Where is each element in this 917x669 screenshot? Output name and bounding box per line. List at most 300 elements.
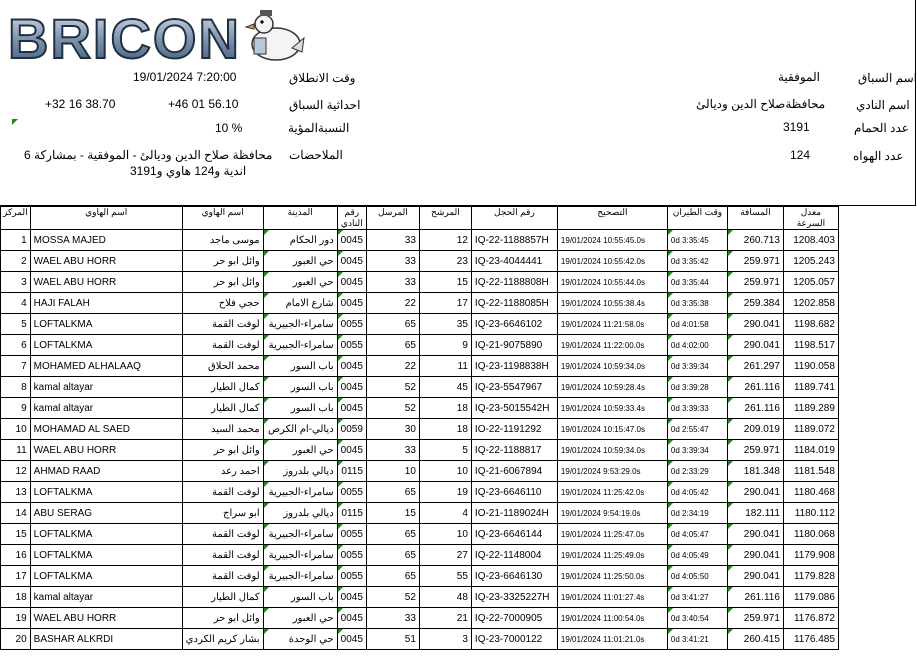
- flight-time-cell: 0d 3:39:33: [667, 398, 727, 419]
- race-name-value: الموفقية: [778, 70, 820, 84]
- cell-note-marker: [728, 440, 733, 445]
- fancier-ar-cell: لوفت القمة: [182, 524, 263, 545]
- cell-note-marker: [338, 566, 343, 571]
- nominated-cell: 3: [419, 629, 471, 650]
- fancier-ar-cell: لوفت القمة: [182, 545, 263, 566]
- nominated-cell: 48: [419, 587, 471, 608]
- rank-cell: 6: [1, 335, 31, 356]
- city-cell: سامراء-الجبيرية: [263, 482, 337, 503]
- nominated-cell: 21: [419, 608, 471, 629]
- fancier-en-cell: WAEL ABU HORR: [30, 251, 182, 272]
- distance-cell: 260.713: [727, 230, 783, 251]
- clock-time-cell: 19/01/2024 10:55:38.4s: [557, 293, 667, 314]
- city-cell: حي العبور: [263, 272, 337, 293]
- speed-cell: 1184.019: [783, 440, 838, 461]
- cell-note-marker: [264, 272, 269, 277]
- sent-cell: 65: [366, 314, 419, 335]
- cell-note-marker: [668, 440, 673, 445]
- ring-no-cell: IQ-23-5015542H: [471, 398, 557, 419]
- cell-note-marker: [264, 524, 269, 529]
- cell-note-marker: [338, 377, 343, 382]
- sent-cell: 33: [366, 440, 419, 461]
- city-cell: ديالي بلدروز: [263, 461, 337, 482]
- clock-time-cell: 19/01/2024 11:25:49.0s: [557, 545, 667, 566]
- speed-cell: 1198.682: [783, 314, 838, 335]
- ring-no-cell: IQ-23-5547967: [471, 377, 557, 398]
- cell-note-marker: [728, 356, 733, 361]
- cell-note-marker: [668, 272, 673, 277]
- table-row: [1, 629, 839, 650]
- city-cell: سامراء-الجبيرية: [263, 545, 337, 566]
- fancier-ar-cell: وائل ابو حر: [182, 440, 263, 461]
- fancier-ar-cell: بشار كريم الكردي: [182, 629, 263, 650]
- flight-time-cell: 0d 4:02:00: [667, 335, 727, 356]
- cell-note-marker: [264, 566, 269, 571]
- rank-cell: 19: [1, 608, 31, 629]
- table-row: [1, 524, 839, 545]
- club-no-cell: 0045: [337, 377, 366, 398]
- cell-note-marker: [668, 251, 673, 256]
- cell-note-marker: [668, 587, 673, 592]
- table-body: [1, 230, 839, 650]
- cell-note-marker: [338, 293, 343, 298]
- cell-note-marker: [668, 629, 673, 634]
- distance-cell: 261.116: [727, 377, 783, 398]
- cell-note-marker: [728, 272, 733, 277]
- ring-no-cell: IQ-22-1188808H: [471, 272, 557, 293]
- col-club-no-header: رقم النادي: [337, 207, 366, 230]
- fancier-ar-cell: ابو سراج: [182, 503, 263, 524]
- speed-cell: 1189.741: [783, 377, 838, 398]
- cell-note-marker: [668, 314, 673, 319]
- flight-time-cell: 0d 3:39:34: [667, 440, 727, 461]
- ring-no-cell: IQ-22-1188857H: [471, 230, 557, 251]
- cell-note-marker: [668, 608, 673, 613]
- fancier-en-cell: LOFTALKMA: [30, 335, 182, 356]
- cell-note-marker: [668, 230, 673, 235]
- club-no-cell: 0045: [337, 398, 366, 419]
- table-row: [1, 314, 839, 335]
- start-time-value: 19/01/2024 7:20:00: [133, 70, 237, 84]
- flight-time-cell: 0d 2:55:47: [667, 419, 727, 440]
- city-cell: ديالي-ام الكرص: [263, 419, 337, 440]
- speed-cell: 1189.072: [783, 419, 838, 440]
- rank-cell: 3: [1, 272, 31, 293]
- cell-note-marker: [338, 545, 343, 550]
- table-row: [1, 377, 839, 398]
- flight-time-cell: 0d 2:34:19: [667, 503, 727, 524]
- fancier-en-cell: WAEL ABU HORR: [30, 272, 182, 293]
- notes-line-1: محافظة صلاح الدين وديالئ - الموفقية - بمشاركة 6: [24, 148, 273, 162]
- distance-cell: 290.041: [727, 482, 783, 503]
- ring-no-cell: IQ-23-4044441: [471, 251, 557, 272]
- rank-cell: 15: [1, 524, 31, 545]
- rank-cell: 5: [1, 314, 31, 335]
- cell-note-marker: [668, 482, 673, 487]
- col-ring-no-header: رقم الحجل: [471, 207, 557, 230]
- city-cell: باب السور: [263, 356, 337, 377]
- cell-note-marker: [338, 440, 343, 445]
- clock-time-cell: 19/01/2024 10:55:45.0s: [557, 230, 667, 251]
- col-flight-time-header: وقت الطيران: [667, 207, 727, 230]
- speed-cell: 1202.858: [783, 293, 838, 314]
- cell-note-marker: [728, 335, 733, 340]
- clock-time-cell: 19/01/2024 11:01:27.4s: [557, 587, 667, 608]
- fancier-en-cell: HAJI FALAH: [30, 293, 182, 314]
- distance-cell: 209.019: [727, 419, 783, 440]
- distance-cell: 290.041: [727, 335, 783, 356]
- table-row: [1, 251, 839, 272]
- cell-note-marker: [728, 230, 733, 235]
- table-row: [1, 398, 839, 419]
- sent-cell: 52: [366, 398, 419, 419]
- ring-no-cell: IQ-22-1188085H: [471, 293, 557, 314]
- rank-cell: 7: [1, 356, 31, 377]
- cell-note-marker: [264, 398, 269, 403]
- nominated-cell: 27: [419, 545, 471, 566]
- ring-no-cell: IO-22-1191292: [471, 419, 557, 440]
- sent-cell: 65: [366, 482, 419, 503]
- ring-no-cell: IQ-23-7000122: [471, 629, 557, 650]
- ring-no-cell: IQ-23-3325227H: [471, 587, 557, 608]
- clock-time-cell: 19/01/2024 11:01:21.0s: [557, 629, 667, 650]
- clock-time-cell: 19/01/2024 11:21:58.0s: [557, 314, 667, 335]
- sent-cell: 65: [366, 335, 419, 356]
- table-row: [1, 587, 839, 608]
- distance-cell: 261.116: [727, 398, 783, 419]
- club-no-cell: 0045: [337, 293, 366, 314]
- speed-cell: 1176.872: [783, 608, 838, 629]
- table-row: [1, 230, 839, 251]
- cell-note-marker: [264, 587, 269, 592]
- table-row: [1, 419, 839, 440]
- table-row: [1, 482, 839, 503]
- fancier-en-cell: BASHAR ALKRDI: [30, 629, 182, 650]
- club-no-cell: 0055: [337, 545, 366, 566]
- fancier-en-cell: AHMAD RAAD: [30, 461, 182, 482]
- speed-cell: 1180.068: [783, 524, 838, 545]
- fancier-en-cell: WAEL ABU HORR: [30, 440, 182, 461]
- fancier-ar-cell: احمد رعد: [182, 461, 263, 482]
- fancier-en-cell: LOFTALKMA: [30, 566, 182, 587]
- distance-cell: 259.971: [727, 272, 783, 293]
- cell-note-marker: [338, 314, 343, 319]
- percent-marker: [12, 119, 18, 125]
- col-rank-header: المركز: [1, 207, 31, 230]
- birds-count-label: عدد الحمام: [854, 121, 909, 135]
- distance-cell: 259.384: [727, 293, 783, 314]
- city-cell: سامراء-الجبيرية: [263, 566, 337, 587]
- coords-label: احداثية السباق: [289, 98, 361, 112]
- fancier-en-cell: MOSSA MAJED: [30, 230, 182, 251]
- flight-time-cell: 0d 3:41:27: [667, 587, 727, 608]
- sent-cell: 22: [366, 293, 419, 314]
- club-no-cell: 0115: [337, 461, 366, 482]
- flight-time-cell: 0d 4:05:49: [667, 545, 727, 566]
- distance-cell: 290.041: [727, 545, 783, 566]
- sent-cell: 22: [366, 356, 419, 377]
- speed-cell: 1198.517: [783, 335, 838, 356]
- club-no-cell: 0045: [337, 356, 366, 377]
- cell-note-marker: [338, 356, 343, 361]
- nominated-cell: 11: [419, 356, 471, 377]
- distance-cell: 261.116: [727, 587, 783, 608]
- sent-cell: 52: [366, 587, 419, 608]
- rank-cell: 16: [1, 545, 31, 566]
- cell-note-marker: [668, 566, 673, 571]
- rank-cell: 8: [1, 377, 31, 398]
- col-fancier-en-header: اسم الهاوي: [30, 207, 182, 230]
- city-cell: ديالي بلدروز: [263, 503, 337, 524]
- cell-note-marker: [338, 524, 343, 529]
- sent-cell: 52: [366, 377, 419, 398]
- club-name-value: محافظةصلاح الدين وديالئ: [696, 97, 826, 111]
- club-no-cell: 0045: [337, 230, 366, 251]
- cell-note-marker: [338, 608, 343, 613]
- rank-cell: 10: [1, 419, 31, 440]
- sent-cell: 15: [366, 503, 419, 524]
- cell-note-marker: [264, 293, 269, 298]
- city-cell: سامراء-الجبيرية: [263, 314, 337, 335]
- cell-note-marker: [668, 293, 673, 298]
- cell-note-marker: [668, 545, 673, 550]
- fancier-en-cell: kamal altayar: [30, 587, 182, 608]
- bricon-logo: [6, 6, 306, 68]
- cell-note-marker: [264, 419, 269, 424]
- fancier-en-cell: LOFTALKMA: [30, 524, 182, 545]
- nominated-cell: 18: [419, 419, 471, 440]
- cell-note-marker: [728, 398, 733, 403]
- fancier-en-cell: WAEL ABU HORR: [30, 608, 182, 629]
- fancier-ar-cell: محمد الحلاق: [182, 356, 263, 377]
- cell-note-marker: [264, 629, 269, 634]
- table-header-row: [1, 207, 839, 230]
- table-row: [1, 272, 839, 293]
- nominated-cell: 45: [419, 377, 471, 398]
- rank-cell: 2: [1, 251, 31, 272]
- fancier-ar-cell: وائل ابو حر: [182, 608, 263, 629]
- fanciers-count-label: عدد الهواه: [853, 149, 904, 163]
- cell-note-marker: [264, 377, 269, 382]
- club-no-cell: 0045: [337, 629, 366, 650]
- fancier-ar-cell: وائل ابو حر: [182, 272, 263, 293]
- fancier-ar-cell: محمد السيد: [182, 419, 263, 440]
- club-no-cell: 0045: [337, 251, 366, 272]
- cell-note-marker: [728, 545, 733, 550]
- nominated-cell: 4: [419, 503, 471, 524]
- fancier-ar-cell: حجي فلاح: [182, 293, 263, 314]
- flight-time-cell: 0d 3:35:42: [667, 251, 727, 272]
- col-sent-header: المرسل: [366, 207, 419, 230]
- cell-note-marker: [338, 335, 343, 340]
- notes-line-2: اندية و124 هاوي و3191: [130, 164, 247, 178]
- cell-note-marker: [338, 587, 343, 592]
- cell-note-marker: [264, 335, 269, 340]
- table-row: [1, 335, 839, 356]
- speed-cell: 1179.086: [783, 587, 838, 608]
- flight-time-cell: 0d 3:40:54: [667, 608, 727, 629]
- cell-note-marker: [728, 314, 733, 319]
- club-no-cell: 0055: [337, 524, 366, 545]
- cell-note-marker: [264, 503, 269, 508]
- cell-note-marker: [338, 272, 343, 277]
- ring-no-cell: IQ-23-6646144: [471, 524, 557, 545]
- distance-cell: 260.415: [727, 629, 783, 650]
- distance-cell: 182.111: [727, 503, 783, 524]
- cell-note-marker: [728, 482, 733, 487]
- club-name-label: اسم النادي: [856, 98, 910, 112]
- club-no-cell: 0059: [337, 419, 366, 440]
- ring-no-cell: IQ-23-1198838H: [471, 356, 557, 377]
- table-row: [1, 293, 839, 314]
- fancier-ar-cell: موسى ماجد: [182, 230, 263, 251]
- flight-time-cell: 0d 3:35:45: [667, 230, 727, 251]
- cell-note-marker: [728, 419, 733, 424]
- clock-time-cell: 19/01/2024 11:00:54.0s: [557, 608, 667, 629]
- nominated-cell: 5: [419, 440, 471, 461]
- fancier-ar-cell: لوفت القمة: [182, 314, 263, 335]
- col-speed-header: معدل السرعة: [783, 207, 838, 230]
- city-cell: حي العبور: [263, 251, 337, 272]
- clock-time-cell: 19/01/2024 10:55:44.0s: [557, 272, 667, 293]
- cell-note-marker: [668, 356, 673, 361]
- clock-time-cell: 19/01/2024 11:22:00.0s: [557, 335, 667, 356]
- start-time-label: وقت الانطلاق: [289, 71, 356, 85]
- speed-cell: 1208.403: [783, 230, 838, 251]
- fancier-en-cell: LOFTALKMA: [30, 482, 182, 503]
- ring-no-cell: IQ-22-7000905: [471, 608, 557, 629]
- cell-note-marker: [668, 503, 673, 508]
- speed-cell: 1176.485: [783, 629, 838, 650]
- city-cell: حي الوحدة: [263, 629, 337, 650]
- fancier-ar-cell: لوفت القمة: [182, 482, 263, 503]
- fanciers-count-value: 124: [790, 148, 811, 162]
- ring-no-cell: IO-21-1189024H: [471, 503, 557, 524]
- fancier-ar-cell: لوفت القمة: [182, 335, 263, 356]
- col-clock-time-header: التصحيح: [557, 207, 667, 230]
- cell-note-marker: [668, 377, 673, 382]
- nominated-cell: 23: [419, 251, 471, 272]
- table-row: [1, 440, 839, 461]
- cell-note-marker: [264, 461, 269, 466]
- speed-cell: 1189.289: [783, 398, 838, 419]
- sent-cell: 51: [366, 629, 419, 650]
- coords-lat: +32 16 38.70: [45, 97, 116, 111]
- city-cell: باب السور: [263, 398, 337, 419]
- clock-time-cell: 19/01/2024 10:59:33.4s: [557, 398, 667, 419]
- club-no-cell: 0045: [337, 440, 366, 461]
- table-row: [1, 503, 839, 524]
- speed-cell: 1181.548: [783, 461, 838, 482]
- nominated-cell: 17: [419, 293, 471, 314]
- sent-cell: 65: [366, 545, 419, 566]
- clock-time-cell: 19/01/2024 10:15:47.0s: [557, 419, 667, 440]
- cell-note-marker: [338, 230, 343, 235]
- distance-cell: 259.971: [727, 440, 783, 461]
- cell-note-marker: [338, 461, 343, 466]
- clock-time-cell: 19/01/2024 9:54:19.0s: [557, 503, 667, 524]
- cell-note-marker: [264, 482, 269, 487]
- distance-cell: 181.348: [727, 461, 783, 482]
- coords-lon: +46 01 56.10: [168, 97, 239, 111]
- fancier-ar-cell: كمال الطيار: [182, 587, 263, 608]
- cell-note-marker: [264, 440, 269, 445]
- sent-cell: 33: [366, 272, 419, 293]
- cell-note-marker: [338, 482, 343, 487]
- speed-cell: 1190.058: [783, 356, 838, 377]
- table-row: [1, 566, 839, 587]
- speed-cell: 1180.468: [783, 482, 838, 503]
- cell-note-marker: [668, 419, 673, 424]
- club-no-cell: 0045: [337, 272, 366, 293]
- club-no-cell: 0055: [337, 314, 366, 335]
- ring-no-cell: IQ-23-6646130: [471, 566, 557, 587]
- rank-cell: 17: [1, 566, 31, 587]
- city-cell: باب السور: [263, 587, 337, 608]
- nominated-cell: 35: [419, 314, 471, 335]
- sent-cell: 33: [366, 608, 419, 629]
- cell-note-marker: [668, 461, 673, 466]
- sent-cell: 10: [366, 461, 419, 482]
- sent-cell: 65: [366, 566, 419, 587]
- percent-label: النسبةالمؤية: [288, 121, 350, 135]
- cell-note-marker: [264, 314, 269, 319]
- fancier-en-cell: LOFTALKMA: [30, 545, 182, 566]
- ring-no-cell: IQ-21-9075890: [471, 335, 557, 356]
- table-row: [1, 545, 839, 566]
- cell-note-marker: [728, 461, 733, 466]
- speed-cell: 1179.908: [783, 545, 838, 566]
- sent-cell: 65: [366, 524, 419, 545]
- flight-time-cell: 0d 4:05:47: [667, 524, 727, 545]
- cell-note-marker: [338, 503, 343, 508]
- nominated-cell: 55: [419, 566, 471, 587]
- cell-note-marker: [668, 335, 673, 340]
- flight-time-cell: 0d 3:35:44: [667, 272, 727, 293]
- cell-note-marker: [728, 293, 733, 298]
- cell-note-marker: [264, 251, 269, 256]
- nominated-cell: 10: [419, 524, 471, 545]
- race-name-label: اسم السباق: [858, 71, 917, 85]
- nominated-cell: 19: [419, 482, 471, 503]
- rank-cell: 18: [1, 587, 31, 608]
- cell-note-marker: [668, 398, 673, 403]
- club-no-cell: 0045: [337, 608, 366, 629]
- clock-time-cell: 19/01/2024 10:55:42.0s: [557, 251, 667, 272]
- cell-note-marker: [264, 608, 269, 613]
- nominated-cell: 15: [419, 272, 471, 293]
- rank-cell: 12: [1, 461, 31, 482]
- fancier-ar-cell: كمال الطيار: [182, 377, 263, 398]
- notes-label: الملاحضات: [289, 148, 343, 162]
- sent-cell: 30: [366, 419, 419, 440]
- ring-no-cell: IQ-23-6646110: [471, 482, 557, 503]
- cell-note-marker: [338, 419, 343, 424]
- distance-cell: 290.041: [727, 524, 783, 545]
- percent-value: 10 %: [215, 121, 243, 135]
- sent-cell: 33: [366, 251, 419, 272]
- nominated-cell: 10: [419, 461, 471, 482]
- clock-time-cell: 19/01/2024 10:59:28.4s: [557, 377, 667, 398]
- fancier-en-cell: ABU SERAG: [30, 503, 182, 524]
- fancier-ar-cell: كمال الطيار: [182, 398, 263, 419]
- flight-time-cell: 0d 3:35:38: [667, 293, 727, 314]
- cell-note-marker: [338, 629, 343, 634]
- clock-time-cell: 19/01/2024 11:25:50.0s: [557, 566, 667, 587]
- table-row: [1, 356, 839, 377]
- cell-note-marker: [728, 251, 733, 256]
- ring-no-cell: IQ-23-6646102: [471, 314, 557, 335]
